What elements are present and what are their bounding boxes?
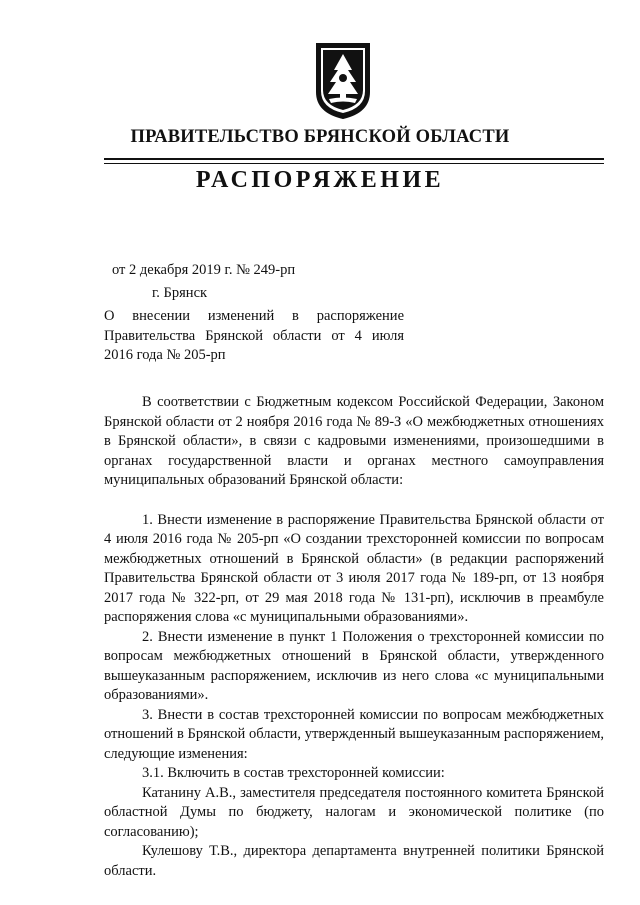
document-city: г. Брянск: [152, 285, 208, 301]
header-rule-thin: [104, 163, 604, 164]
document-subject: О внесении изменений в распоряжение Правительства Брянской области от 4 июля 2016 года № 205-рп: [104, 308, 404, 363]
item-1-paragraph: 1. Внести изменение в распоряжение Правительства Брянской области от 4 июля 2016 года № 205-рп «О создании трехсторонней комиссии по вопросам межбюджетных отношений в Брянской области» (в редакции распоряжений Правительства Брянской области от 3 июля 2017 года № 189-рп, от 13 ноября 2017 года № 322-рп, от 29 мая 2018 года № 131-рп), исключив в преамбуле распоряжения слова «с муниципальными образованиями».: [104, 511, 604, 625]
header-rule-thick: [104, 158, 604, 160]
preamble-paragraph: В соответствии с Бюджетным кодексом Российской Федерации, Законом Брянской области от 2 ноября 2016 года № 89-З «О межбюджетных отношениях в Брянской области», в связи с кадровыми изменениями, произошедшими в органах государственной власти и органах местного самоуправления муниципальных образований Брянской области:: [104, 394, 604, 488]
document-body: [104, 393, 604, 881]
item-3-1-paragraph: 3.1. Включить в состав трехсторонней комиссии:: [142, 765, 445, 781]
member-1-paragraph: Катанину А.В., заместителя председателя постоянного комитета Брянской областной Думы по бюджету, налогам и экономической политике (по согласованию);: [104, 784, 604, 840]
member-2-paragraph: Кулешову Т.В., директора департамента внутренней политики Брянской области.: [104, 843, 604, 879]
document-type-title: РАСПОРЯЖЕНИЕ: [195, 167, 445, 193]
document-date-number: от 2 декабря 2019 г. № 249-рп: [112, 262, 296, 278]
item-3-paragraph: 3. Внести в состав трехсторонней комиссии по вопросам межбюджетных отношений в Брянской области, утвержденный вышеуказанным распоряжением, следующие изменения:: [104, 706, 604, 762]
item-2-paragraph: 2. Внести изменение в пункт 1 Положения о трехсторонней комиссии по вопросам межбюджетных отношений в Брянской области, утвержденного вышеуказанным распоряжением, исключив из него слова «с муниципальными образованиями».: [104, 628, 604, 703]
organization-title: ПРАВИТЕЛЬСТВО БРЯНСКОЙ ОБЛАСТИ: [130, 127, 510, 147]
coat-of-arms-emblem: [315, 42, 371, 120]
